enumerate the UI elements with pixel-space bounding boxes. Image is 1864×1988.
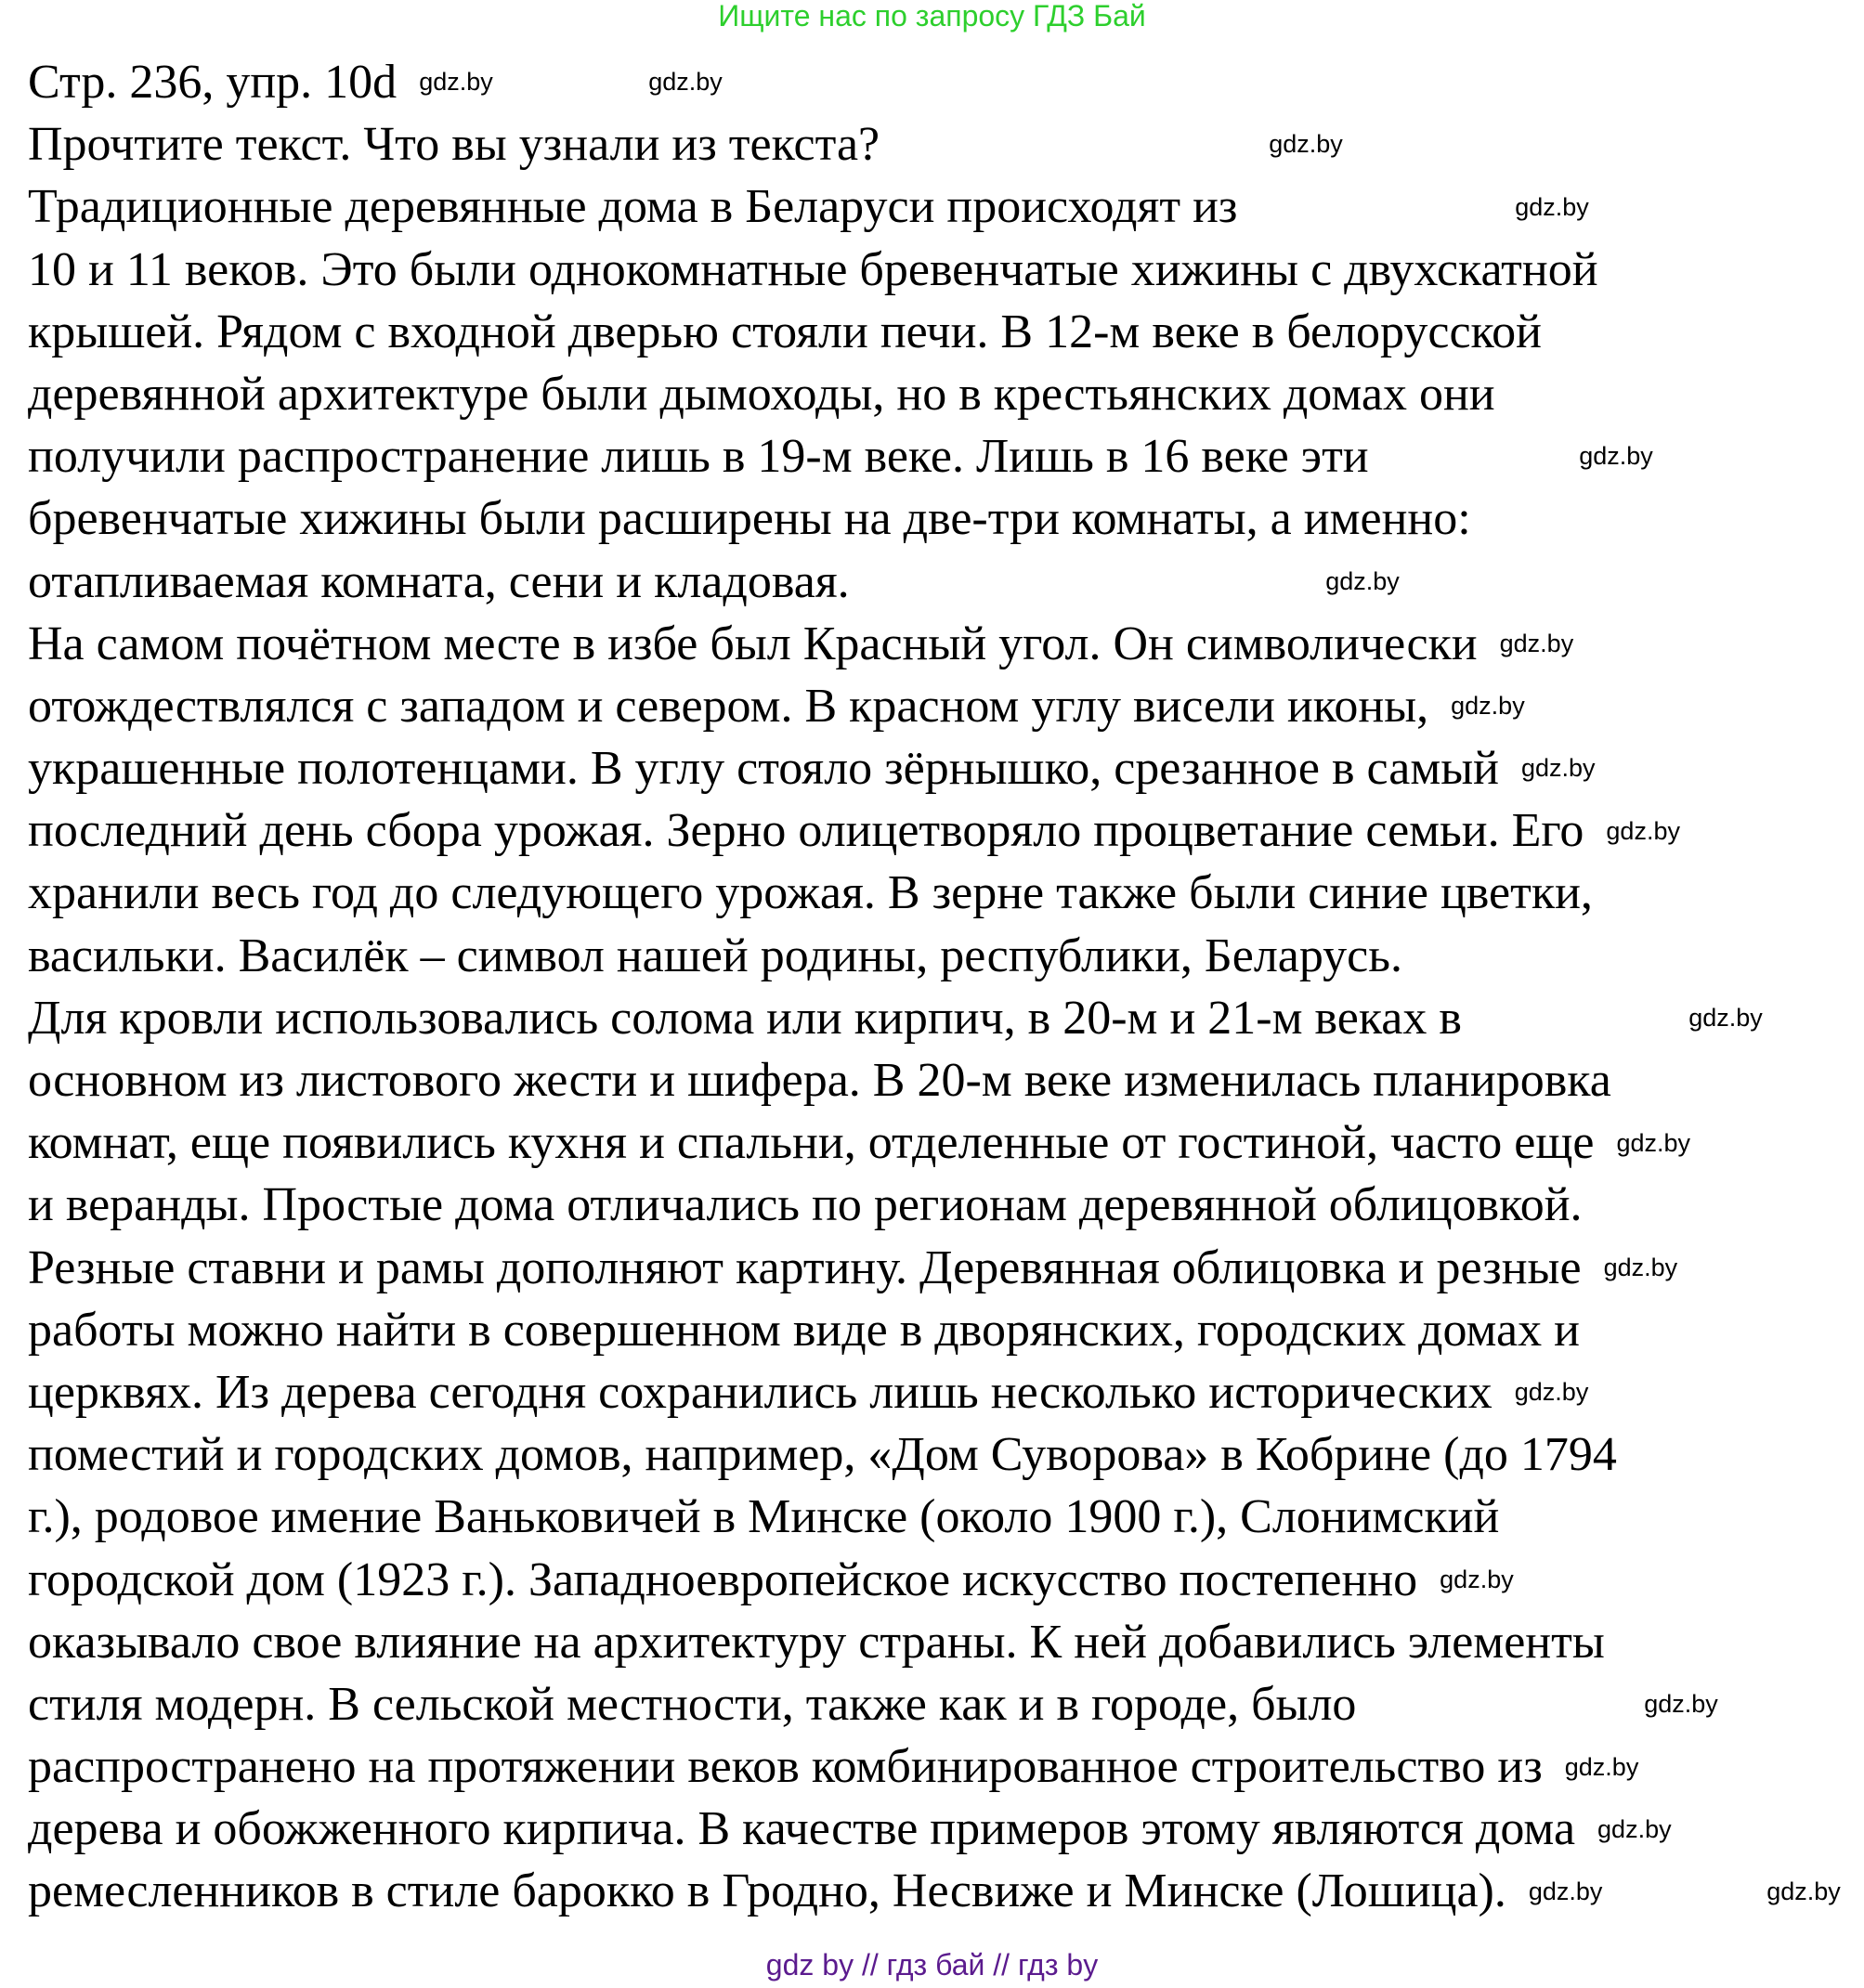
text-line: отождествлялся с западом и севером. В красном углу висели иконы, <box>28 679 1429 733</box>
text-line: крышей. Рядом с входной дверью стояли печи. В 12-м веке в белорусской <box>28 305 1542 358</box>
text-line-container <box>28 1299 1857 1361</box>
watermark: gdz.by <box>1597 1814 1672 1843</box>
text-line-container <box>28 487 1857 550</box>
text-line: васильки. Василёк – символ нашей родины, республики, Беларусь. <box>28 929 1402 982</box>
text-line: На самом почётном месте в избе был Красный угол. Он символически <box>28 617 1478 670</box>
text-line-container <box>28 113 1857 175</box>
text-line: отапливаемая комната, сени и кладовая. <box>28 554 850 608</box>
exercise-text <box>28 51 1857 1923</box>
text-line: последний день сбора урожая. Зерно олицетворяло процветание семьи. Его <box>28 804 1584 858</box>
watermark: gdz.by <box>1451 692 1525 721</box>
text-line: ремесленников в стиле барокко в Гродно, Несвиже и Минске (Лошица). <box>28 1865 1506 1918</box>
text-line-container <box>28 1798 1857 1860</box>
text-line-container <box>28 675 1857 737</box>
watermark: gdz.by <box>1440 1565 1514 1593</box>
text-line-container <box>28 1111 1857 1174</box>
text-line: церквях. Из дерева сегодня сохранились лишь несколько исторических <box>28 1365 1493 1419</box>
watermark: gdz.by <box>1499 629 1574 657</box>
text-line-container <box>28 239 1857 301</box>
watermark: gdz.by <box>1644 1690 1718 1719</box>
watermark: gdz.by <box>1688 1004 1763 1033</box>
text-line: получили распространение лишь в 19-м веке. Лишь в 16 веке эти <box>28 430 1369 484</box>
watermark: gdz.by <box>419 68 493 97</box>
watermark: gdz.by <box>1603 1253 1678 1281</box>
text-line-container <box>28 613 1857 675</box>
text-line: г.), родовое имение Ваньковичей в Минске (около 1900 г.), Слонимский <box>28 1490 1500 1544</box>
text-line: 10 и 11 веков. Это были однокомнатные бревенчатые хижины с двухскатной <box>28 242 1598 296</box>
text-line-container <box>28 799 1857 862</box>
site-footer-banner: gdz by // гдз бай // гдз by <box>765 1948 1099 1982</box>
text-line-container <box>28 1611 1857 1673</box>
text-line: городской дом (1923 г.). Западноевропейское искусство постепенно <box>28 1553 1418 1606</box>
watermark: gdz.by <box>1528 1877 1603 1905</box>
watermark: gdz.by <box>1564 1752 1639 1781</box>
text-line-container <box>28 1423 1857 1486</box>
text-line: комнат, еще появились кухня и спальни, отделенные от гостиной, часто еще <box>28 1116 1595 1170</box>
text-line: Для кровли использовались солома или кирпич, в 20-м и 21-м веках в <box>28 991 1462 1045</box>
text-line: и веранды. Простые дома отличались по регионам деревянной облицовкой. <box>28 1178 1583 1232</box>
text-line-container <box>28 925 1857 987</box>
text-line: деревянной архитектуре были дымоходы, но в крестьянских домах они <box>28 367 1495 421</box>
text-line: украшенные полотенцами. В углу стояло зёрнышко, срезанное в самый <box>28 742 1499 796</box>
text-line: Резные ставни и рамы дополняют картину. Деревянная облицовка и резные <box>28 1241 1582 1294</box>
watermark: gdz.by <box>1514 1378 1589 1407</box>
watermark: gdz.by <box>1269 130 1343 159</box>
text-line-container <box>28 551 1857 613</box>
text-line: стиля модерн. В сельской местности, также как и в городе, было <box>28 1677 1357 1731</box>
text-line-container <box>28 301 1857 363</box>
text-line: основном из листового жести и шифера. В 20-м веке изменилась планировка <box>28 1054 1611 1107</box>
text-line: работы можно найти в совершенном виде в дворянских, городских домах и <box>28 1303 1580 1357</box>
watermark: gdz.by <box>648 68 723 97</box>
text-line: поместий и городских домов, например, «Дом Суворова» в Кобрине (до 1794 <box>28 1428 1617 1482</box>
text-line-container <box>28 51 1857 113</box>
text-line-container <box>28 1486 1857 1548</box>
watermark: gdz.by <box>1606 816 1680 845</box>
text-line-container <box>28 1174 1857 1236</box>
text-line: Традиционные деревянные дома в Беларуси происходят из <box>28 180 1238 234</box>
text-line-container <box>28 1549 1857 1611</box>
exercise-task: Прочтите текст. Что вы узнали из текста? <box>28 118 880 172</box>
text-line-container <box>28 1049 1857 1111</box>
text-line-container <box>28 363 1857 425</box>
text-line: оказывало свое влияние на архитектуру страны. К ней добавились элементы <box>28 1615 1605 1669</box>
text-line-container <box>28 987 1857 1049</box>
text-line: бревенчатые хижины были расширены на две-три комнаты, а именно: <box>28 492 1471 546</box>
watermark: gdz.by <box>1325 566 1400 595</box>
watermark: gdz.by <box>1521 754 1596 783</box>
watermark: gdz.by <box>1616 1128 1691 1157</box>
text-line: хранили весь год до следующего урожая. В зерне также были синие цветки, <box>28 866 1593 920</box>
text-line-container <box>28 1673 1857 1735</box>
watermark: gdz.by <box>1579 442 1653 471</box>
watermark: gdz.by <box>1515 192 1589 221</box>
watermark: gdz.by <box>1766 1877 1841 1905</box>
text-line: распространено на протяжении веков комбинированное строительство из <box>28 1740 1543 1794</box>
text-line-container <box>28 1237 1857 1299</box>
exercise-title: Стр. 236, упр. 10d <box>28 56 398 109</box>
search-hint-banner: Ищите нас по запросу ГДЗ Бай <box>718 0 1146 32</box>
text-line: дерева и обожженного кирпича. В качестве примеров этому являются дома <box>28 1802 1576 1856</box>
text-line-container <box>28 862 1857 924</box>
